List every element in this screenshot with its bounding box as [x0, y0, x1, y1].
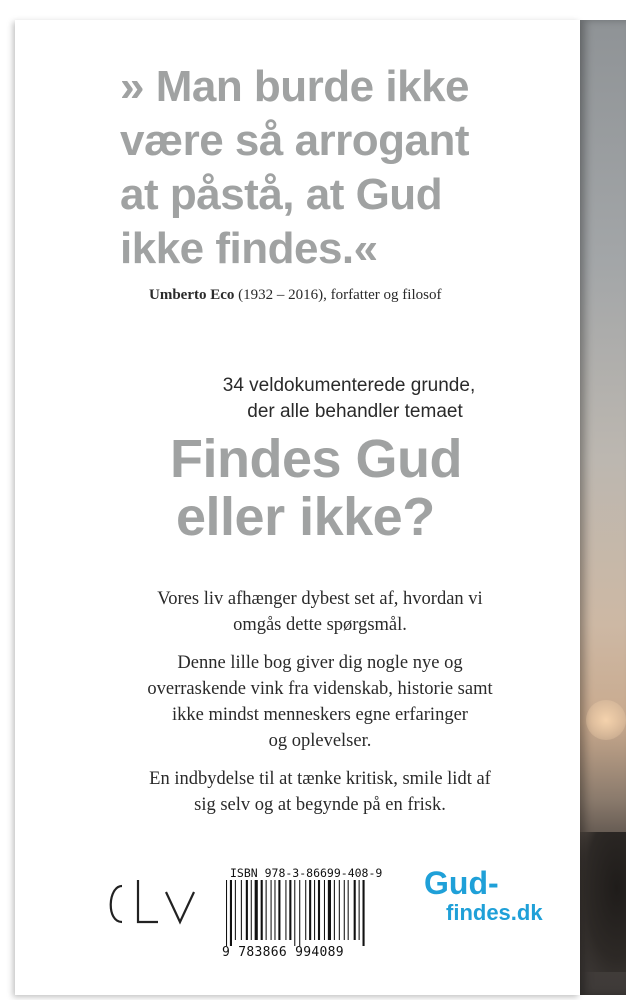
blurb-line: Denne lille bog giver dig nogle nye og	[177, 653, 463, 673]
barcode-bar	[271, 880, 272, 940]
barcode-digits: 9 783866 994089	[222, 945, 344, 960]
author-details: (1932 – 2016), forfatter og filosof	[234, 287, 442, 303]
blurb-line: overraskende vink fra videnskab, historie samt	[147, 679, 493, 699]
cover-quote	[120, 60, 540, 276]
quote-line: ikke findes.«	[120, 224, 378, 273]
barcode-bar	[314, 880, 315, 940]
barcode-bar	[266, 880, 267, 940]
spine-sunlight	[586, 700, 626, 740]
blurb-paragraph-2	[90, 650, 550, 754]
book-title	[170, 430, 462, 546]
barcode-bar	[285, 880, 286, 940]
barcode-bar	[274, 880, 275, 940]
blurb-line: En indbydelse til at tænke kritisk, smile lidt af	[149, 769, 491, 789]
blurb-line: og oplevelser.	[268, 731, 372, 751]
barcode-bar	[328, 880, 331, 940]
barcode-bar	[294, 880, 295, 946]
subtitle-line: 34 veldokumenterede grunde,	[222, 375, 476, 396]
barcode-bar	[299, 880, 300, 946]
barcode-bar	[251, 880, 252, 940]
barcode-bar	[261, 880, 263, 940]
barcode-bar	[318, 880, 320, 940]
title-line: eller ikke?	[176, 487, 435, 547]
title-line: Findes Gud	[170, 429, 462, 489]
barcode-bar	[226, 880, 227, 946]
quote-line: være så arrogant	[120, 116, 470, 165]
blurb-line: ikke mindst menneskers egne erfaringer	[172, 705, 468, 725]
isbn-label: ISBN 978-3-86699-408-9	[230, 866, 383, 880]
barcode-bar	[230, 880, 232, 946]
logo-line: findes.dk	[446, 900, 543, 925]
barcode-bar	[235, 880, 236, 940]
clv-publisher-logo	[104, 878, 204, 930]
barcode-bar	[339, 880, 340, 940]
barcode-bar	[359, 880, 360, 940]
barcode-bar	[289, 880, 291, 940]
barcode-bar	[334, 880, 335, 940]
blurb-line: omgås dette spørgsmål.	[233, 615, 407, 635]
book-spine	[580, 20, 626, 995]
barcode-bar	[363, 880, 365, 946]
subtitle	[195, 373, 515, 425]
blurb-paragraph-1	[90, 586, 550, 638]
logo-line: Gud-	[424, 865, 499, 901]
barcode-bar	[354, 880, 356, 940]
barcode-bar	[255, 880, 258, 940]
quote-line: at påstå, at Gud	[120, 170, 443, 219]
barcode-bar	[246, 880, 248, 940]
barcode-bar	[324, 880, 325, 940]
spine-dark-shape	[580, 832, 626, 972]
barcode-bar	[309, 880, 311, 940]
blurb-paragraph-3	[90, 766, 550, 818]
barcode-bar	[344, 880, 345, 940]
blurb-line: sig selv og at begynde på en frisk.	[194, 795, 446, 815]
gud-findes-logo	[424, 866, 543, 926]
barcode-bar	[241, 880, 242, 940]
barcode-bar	[305, 880, 306, 940]
blurb-line: Vores liv afhænger dybest set af, hvordan vi	[157, 589, 483, 609]
barcode-icon	[224, 880, 388, 946]
author-name: Umberto Eco	[149, 287, 235, 303]
barcode-bar	[348, 880, 349, 940]
quote-attribution	[149, 287, 441, 304]
subtitle-line: der alle behandler temaet	[247, 401, 463, 422]
barcode-bar	[278, 880, 280, 940]
quote-line: » Man burde ikke	[120, 62, 470, 111]
